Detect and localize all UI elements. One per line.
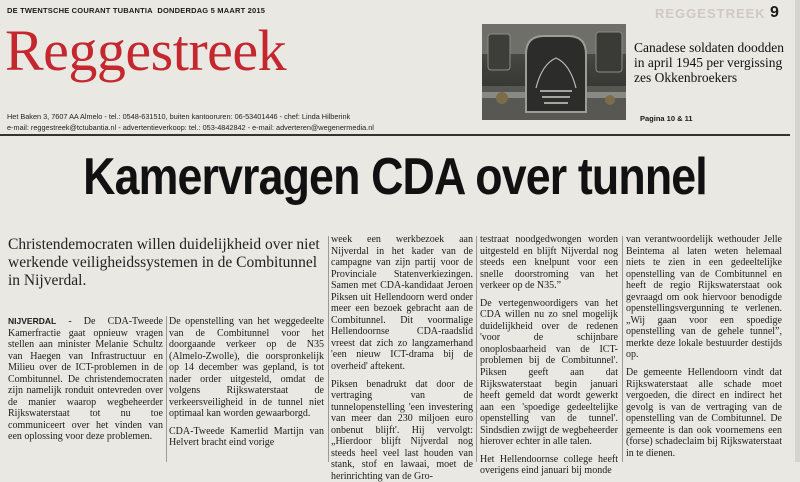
section-title: Reggestreek xyxy=(5,18,287,83)
column-paragraph: van verantwoordelijk wethouder Jelle Beintema al laten weten helemaal niets te zien in een gedeeltelijke openstelling van de Combitunnel en heeft de regio Rijkswaterstaat ook gevraagd om ook hiervoor benodigde openstellingsvergunning te verlenen. „Wij gaan voor een spoedige openstelling van de gehele tunnel”, merkte deze lokale bestuurder destijds op. xyxy=(626,234,782,361)
column-paragraph: Het Hellendoornse college heeft overigens eind januari bij monde xyxy=(480,453,618,477)
column-rule xyxy=(328,236,329,462)
contact-line-2: e-mail: reggestreek@tctubantia.nl - advertentieverkoop: tel.: 053-4842842 - e-mail: adverteren@wegenermedia.nl xyxy=(7,123,374,132)
article-column-2 xyxy=(169,316,324,449)
page-number: 9 xyxy=(770,4,779,21)
column-paragraph: CDA-Tweede Kamerlid Martijn van Helvert bracht eind vorige xyxy=(169,425,324,449)
article-intro: Christendemocraten willen duidelijkheid over niet werkende veiligheidssystemen in de Combitunnel in Nijverdal. xyxy=(8,236,320,289)
gravestone-illustration xyxy=(482,24,626,120)
teaser-page-reference[interactable]: Pagina 10 & 11 xyxy=(640,114,693,123)
column-rule xyxy=(476,236,477,462)
column-paragraph: week een werkbezoek aan Nijverdal in het kader van de campagne van zijn partij voor de Provinciale Statenverkiezingen. Samen met CDA-kandidaat Jeroen Piksen uit Hellendoorn werd onder meer een bezoek gebracht aan de Combitunnel. Dit voormalige Hellendoornse CDA-raadslid vreest dat zich zo langzamerhand 'een nieuw ICT-drama bij de overheid' aftekent. xyxy=(331,234,473,373)
column-paragraph: testraat noodgedwongen worden uitgesteld en blijft Nijverdal nog steeds een knelpunt voor een snelle doorstroming van het verkeer op de N35.” xyxy=(480,234,618,292)
column-paragraph: De gemeente Hellendoorn vindt dat Rijkswaterstaat alle schade moet vergoeden, die direct en indirect het gevolg is van de vertraging van de openstelling van de Combitunnel. De gemeente is dan ook voornemens een (forse) schadeclaim bij Rijkswaterstaat in te dienen. xyxy=(626,367,782,459)
article-column-3 xyxy=(331,234,473,482)
issue-date: DONDERDAG 5 MAART 2015 xyxy=(157,6,266,15)
article-column-5 xyxy=(626,234,782,459)
teaser-text[interactable]: Canadese soldaten doodden in april 1945 per vergissing zes Okkenbroekers xyxy=(634,40,784,85)
column-paragraph: De openstelling van het weggedeelte van de Combitunnel voor het doorgaande verkeer op de N35 (Almelo-Zwolle), die oorspronkelijk op 14 december was gepland, is tot nader order uitgesteld, omdat de volgens Rijkswaterstaat de verkeersveiligheid in de tunnel niet optimaal kan worden gewaarborgd. xyxy=(169,316,324,420)
article-column-1 xyxy=(8,316,163,443)
article-headline: Kamervragen CDA over tunnel xyxy=(83,148,707,206)
gravestone-photo xyxy=(482,24,626,120)
contact-line-1: Het Baken 3, 7607 AA Almelo - tel.: 0548-631510, buiten kantooruren: 06-53401446 - chef: Linda Hilberink xyxy=(7,112,351,121)
paper-name: DE TWENTSCHE COURANT TUBANTIA xyxy=(7,6,153,15)
column-rule xyxy=(622,236,623,462)
page-edge xyxy=(795,0,800,462)
column-rule xyxy=(166,316,167,462)
ghost-header: REGGESTREEK xyxy=(655,6,766,21)
section-divider xyxy=(0,134,790,136)
dateline: NIJVERDAL xyxy=(8,316,57,326)
column-paragraph: De vertegenwoordigers van het CDA willen nu zo snel mogelijk duidelijkheid over de redenen 'voor de schijnbare onoplosbaarheid van de ICT-problemen bij de Combitunnel'. Piksen geeft aan dat Rijkswaterstaat begin januari heeft gemeld dat wordt gewerkt aan een 'spoedige gedeeltelijke openstelling van de tunnel'. Sindsdien zwijgt de wegbeheerder hierover echter in alle talen. xyxy=(480,297,618,448)
column-paragraph: Piksen benadrukt dat door de vertraging van de tunnelopenstelling 'een investering van meer dan 230 miljoen euro onbenut blijft'. Hij vervolgt: „Hierdoor blijft Nijverdal nog steeds heel veel last houden van stank, stof en lawaai, moet de herinrichting van de Gro- xyxy=(331,378,473,482)
column-paragraph xyxy=(8,316,163,443)
article-column-4 xyxy=(480,234,618,477)
paragraph-text: - De CDA-Tweede Kamerfractie gaat opnieuw vragen stellen aan minister Melanie Schultz van Haegen van Infrastructuur en Milieu over de ICT-problemen in de Combitunnel. De christendemocraten zijn namelijk ronduit ontevreden over de manier waarop wegbeheerder Rijkswaterstaat tot nu toe communiceert over het vinden van een oplossing voor deze problemen. xyxy=(8,316,163,443)
